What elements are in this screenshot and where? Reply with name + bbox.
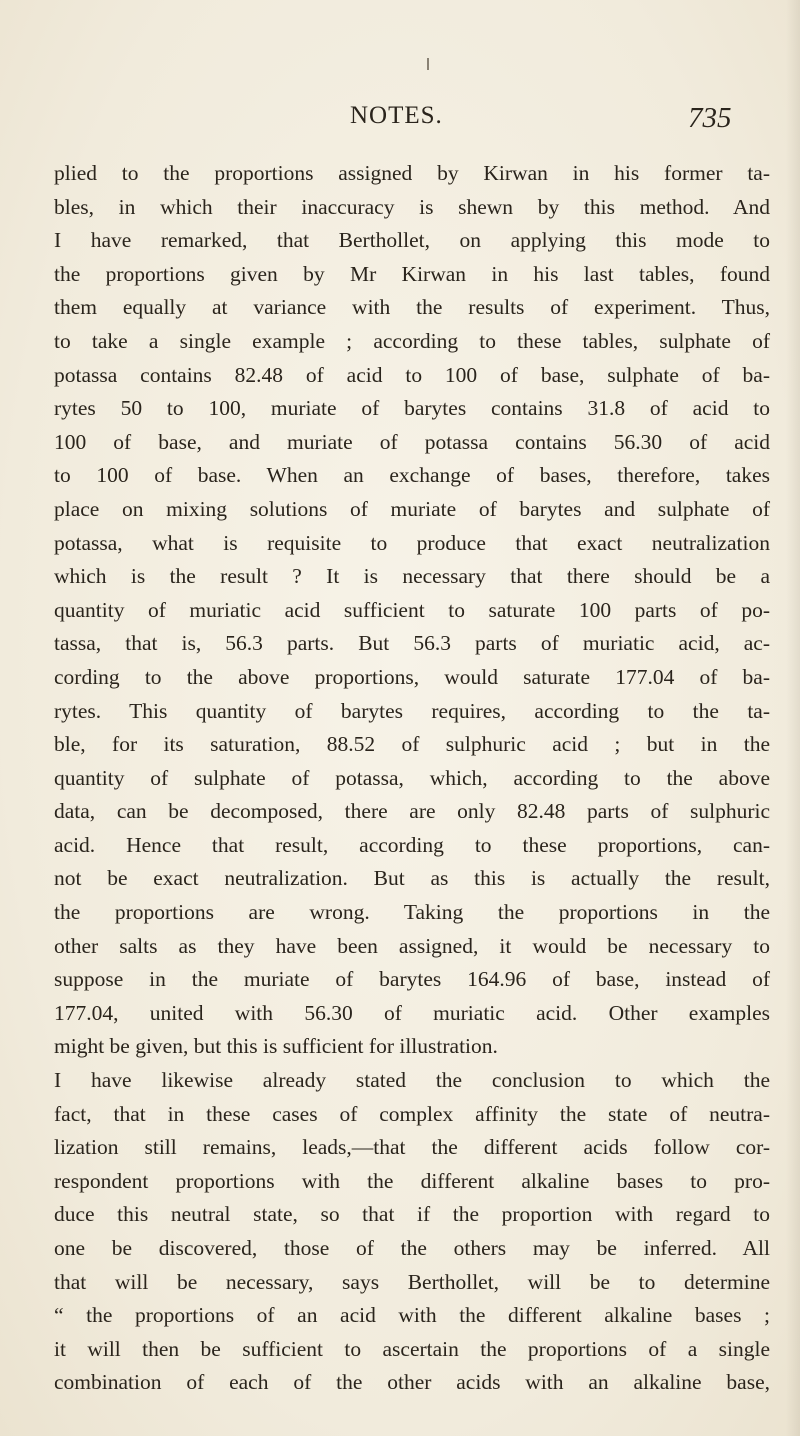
text-line: I have remarked, that Berthollet, on applying this mode to (54, 228, 770, 253)
text-line: quantity of sulphate of potassa, which, according to the above (54, 765, 770, 790)
text-line: one be discovered, those of the others may be inferred. All (54, 1236, 770, 1260)
text-line: fact, that in these cases of complex affinity the state of neutra- (54, 1101, 770, 1126)
page-number: 735 (688, 102, 732, 134)
body-text (54, 157, 770, 1400)
text-line: potassa contains 82.48 of acid to 100 of base, sulphate of ba- (54, 362, 770, 387)
text-line: 177.04, united with 56.30 of muriatic acid. Other examples (54, 1000, 770, 1025)
text-line: quantity of muriatic acid sufficient to saturate 100 parts of po- (54, 597, 770, 622)
text-line: to take a single example ; according to these tables, sulphate of (54, 328, 770, 353)
text-line: ble, for its saturation, 88.52 of sulphuric acid ; but in the (54, 732, 770, 757)
text-line: not be exact neutralization. But as this is actually the result, (54, 866, 770, 891)
text-line: other salts as they have been assigned, it would be necessary to (54, 933, 770, 958)
text-line: “ the proportions of an acid with the different alkaline bases ; (54, 1303, 770, 1328)
text-line: place on mixing solutions of muriate of barytes and sulphate of (54, 496, 770, 521)
text-line: the proportions given by Mr Kirwan in his last tables, found (54, 261, 770, 286)
printer-mark (427, 58, 429, 70)
text-line: to 100 of base. When an exchange of bases, therefore, takes (54, 463, 770, 488)
running-head: NOTES. (350, 102, 443, 129)
text-line: them equally at variance with the results of experiment. Thus, (54, 295, 770, 320)
text-line: duce this neutral state, so that if the proportion with regard to (54, 1202, 770, 1227)
page-edge-shadow (786, 0, 800, 1436)
text-line: lization still remains, leads,—that the different acids follow cor- (54, 1135, 770, 1160)
text-line: rytes. This quantity of barytes requires, according to the ta- (54, 698, 770, 723)
text-line: plied to the proportions assigned by Kirwan in his former ta- (54, 161, 770, 185)
text-line: respondent proportions with the different alkaline bases to pro- (54, 1168, 770, 1193)
text-line: suppose in the muriate of barytes 164.96 of base, instead of (54, 967, 770, 992)
text-line: data, can be decomposed, there are only 82.48 parts of sulphuric (54, 799, 770, 824)
text-line: tassa, that is, 56.3 parts. But 56.3 parts of muriatic acid, ac- (54, 631, 770, 656)
text-line: potassa, what is requisite to produce that exact neutralization (54, 530, 770, 555)
text-line: cording to the above proportions, would saturate 177.04 of ba- (54, 664, 770, 689)
text-line: bles, in which their inaccuracy is shewn by this method. And (54, 194, 770, 219)
text-line: which is the result ? It is necessary that there should be a (54, 564, 770, 589)
page-header (0, 102, 800, 138)
text-line: rytes 50 to 100, muriate of barytes contains 31.8 of acid to (54, 396, 770, 421)
text-line: I have likewise already stated the conclusion to which the (54, 1068, 770, 1093)
text-line: that will be necessary, says Berthollet, will be to determine (54, 1269, 770, 1294)
text-line: combination of each of the other acids with an alkaline base, (54, 1370, 770, 1395)
text-line: acid. Hence that result, according to these proportions, can- (54, 832, 770, 857)
text-line: it will then be sufficient to ascertain the proportions of a single (54, 1336, 770, 1361)
text-line: the proportions are wrong. Taking the proportions in the (54, 900, 770, 925)
text-line: 100 of base, and muriate of potassa contains 56.30 of acid (54, 429, 770, 454)
text-line: might be given, but this is sufficient for illustration. (54, 1034, 498, 1059)
